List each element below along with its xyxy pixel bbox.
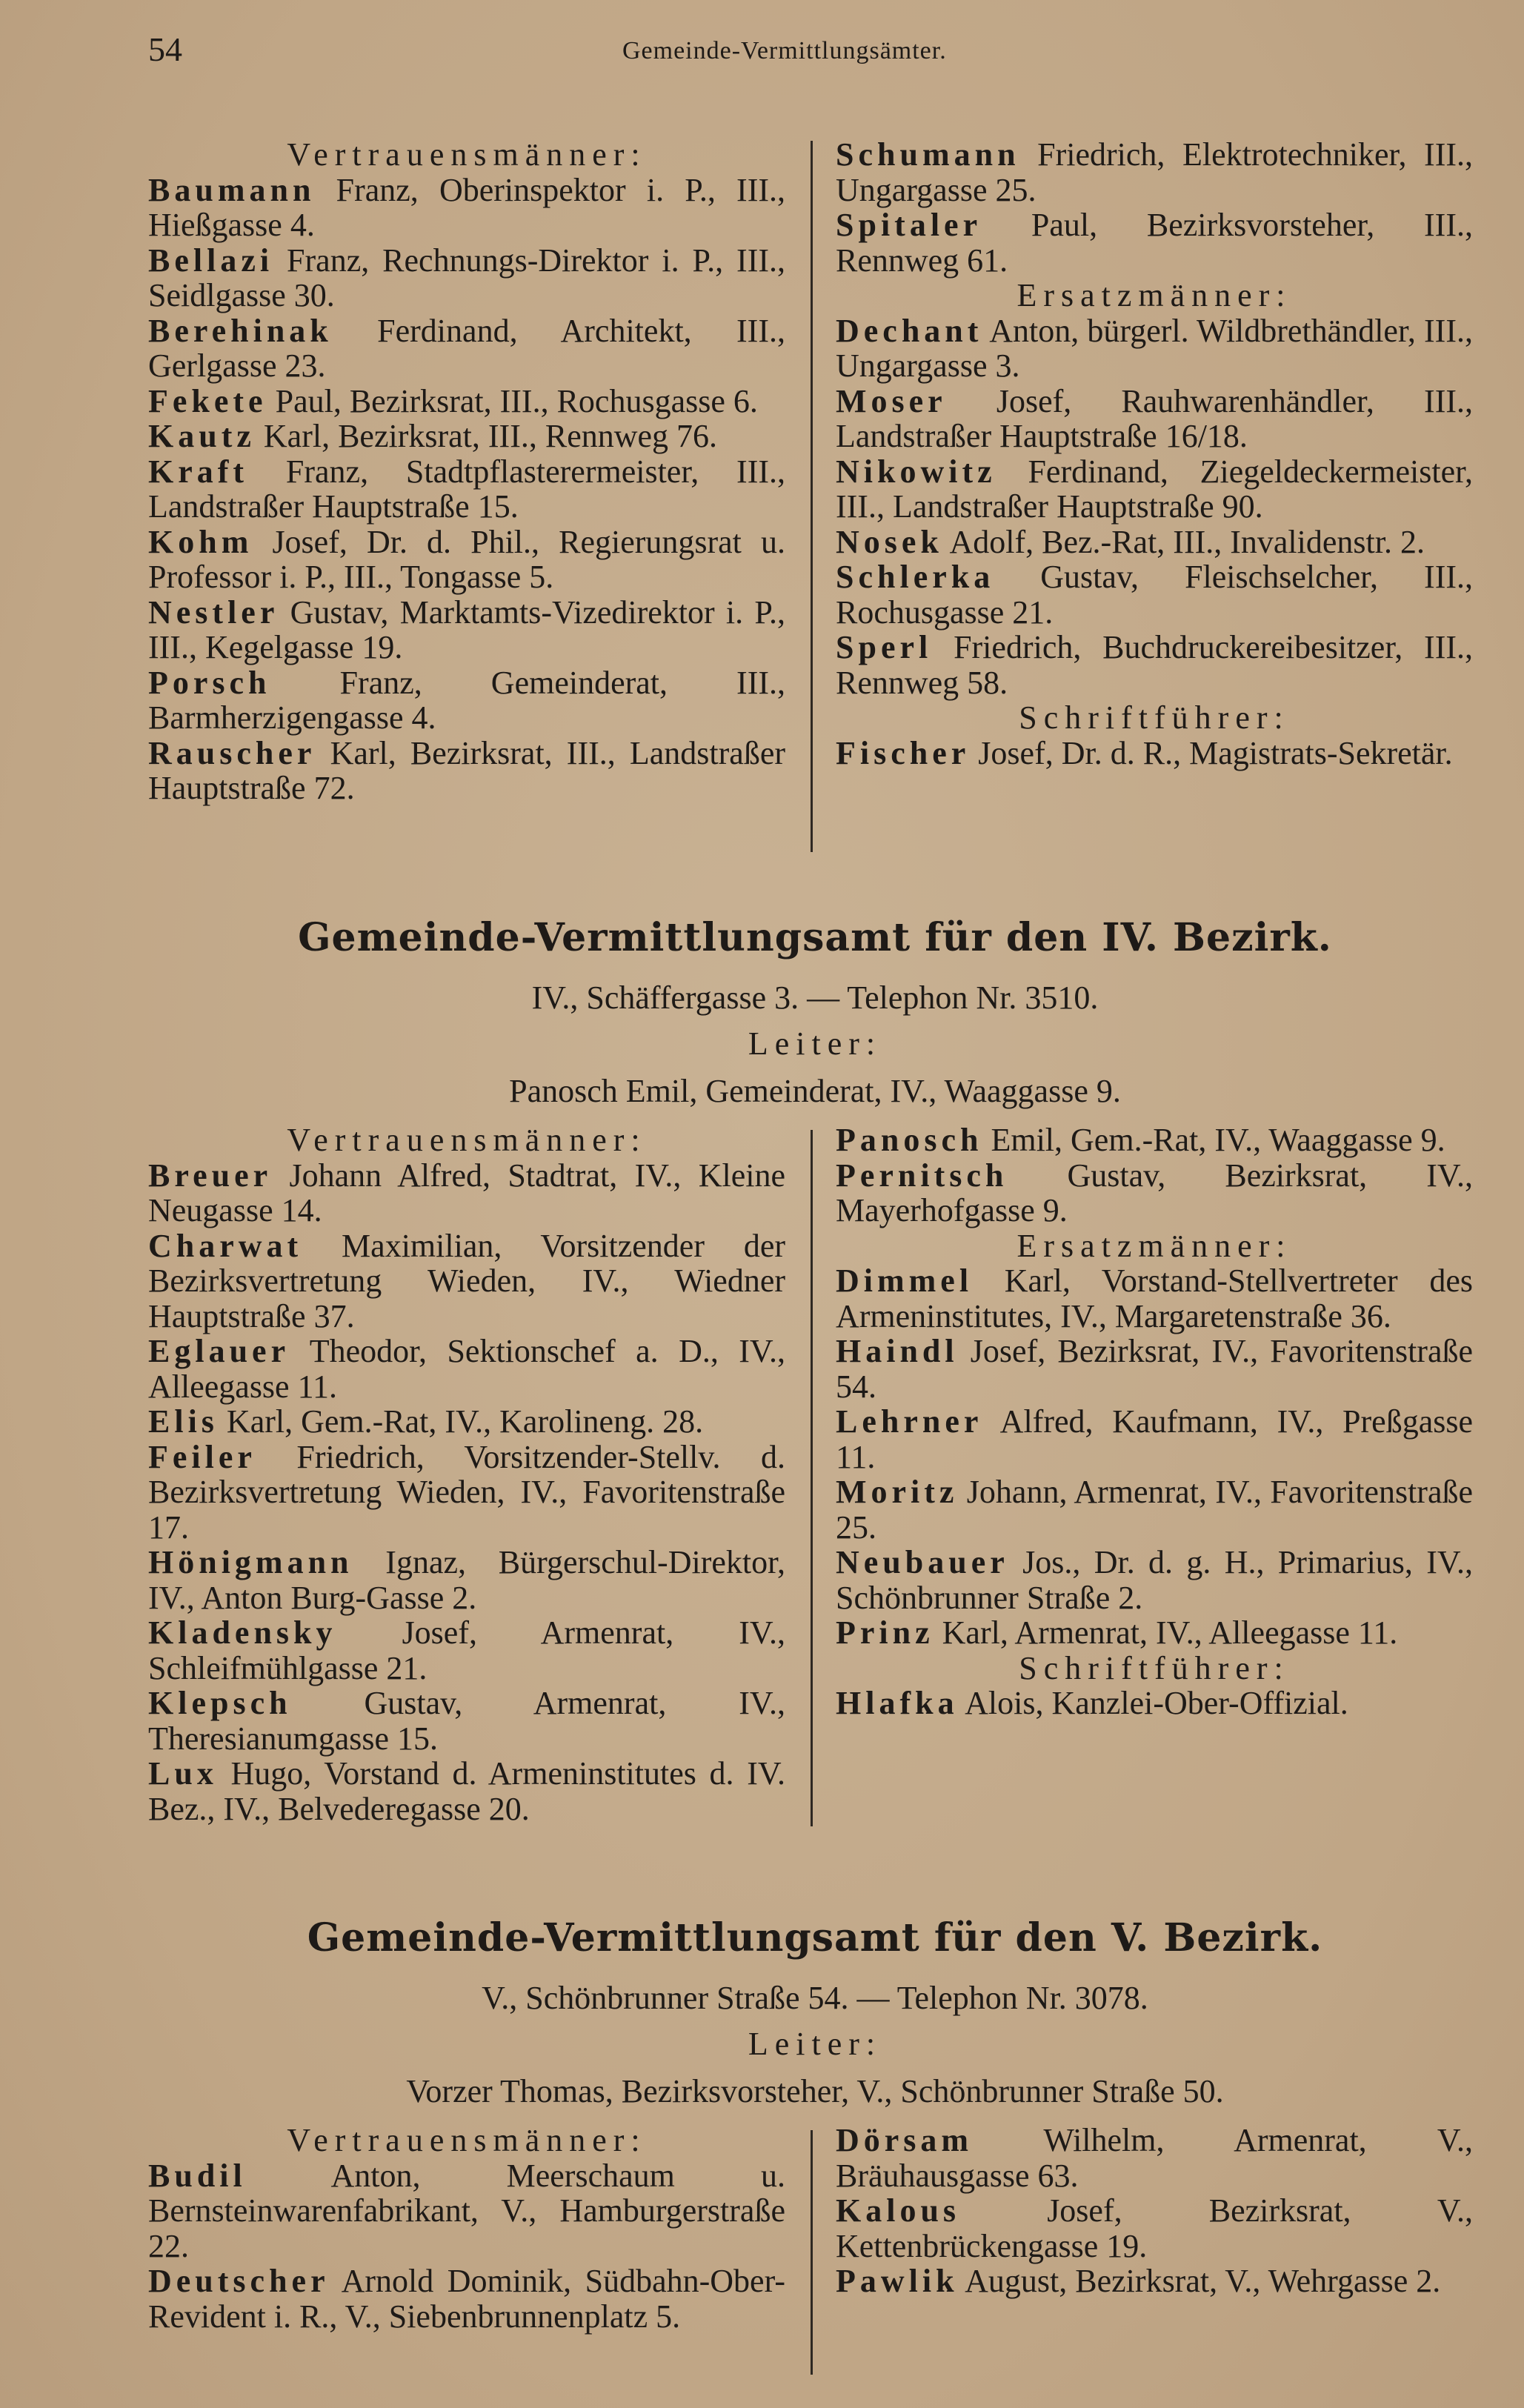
trustees-heading: Vertrauensmänner:: [287, 2122, 647, 2158]
entry-details: Anton, bürgerl. Wildbrethändler, III., Ungargasse 3.: [836, 312, 1473, 384]
entry-surname: Spitaler: [836, 207, 982, 243]
entry-details: Hugo, Vorstand d. Armeninstitutes d. IV. Bez., IV., Belvederegasse 20.: [148, 1755, 786, 1827]
entry-details: August, Bezirksrat, V., Wehrgasse 2.: [965, 2263, 1441, 2299]
directory-entry: [836, 1404, 1473, 1474]
trustees-heading: Vertrauensmänner:: [287, 1122, 647, 1158]
entry-surname: Kalous: [836, 2192, 961, 2229]
page-number: 54: [148, 30, 182, 68]
entry-surname: Bellazi: [148, 242, 274, 279]
entry-details: Karl, Vorstand-Stellvertreter des Armeninstitutes, IV., Margaretenstraße 36.: [836, 1263, 1474, 1334]
entry-surname: Dörsam: [836, 2122, 974, 2158]
entry-surname: Hlafka: [836, 1685, 959, 1721]
entry-surname: Panosch: [836, 1122, 983, 1158]
section-v-address: V., Schönbrunner Straße 54. — Telephon Nr. 3078.: [482, 1980, 1148, 2016]
directory-entry: [148, 2264, 785, 2334]
entry-details: Karl, Bezirksrat, III., Landstraßer Hauptstraße 72.: [148, 734, 785, 806]
entry-surname: Kautz: [148, 418, 256, 454]
entry-details: Gustav, Fleischselcher, III., Rochusgasse 21.: [836, 559, 1473, 631]
entry-surname: Schumann: [836, 136, 1020, 173]
directory-entry: [148, 1158, 785, 1228]
entry-surname: Neubauer: [836, 1544, 1009, 1580]
entry-details: Franz, Oberinspektor i. P., III., Hießgasse 4.: [148, 171, 786, 243]
entry-surname: Fischer: [836, 734, 971, 771]
substitutes-heading: Ersatzmänner:: [1016, 277, 1292, 313]
secretary-list: [836, 736, 1473, 771]
entry-details: Josef, Dr. d. Phil., Regierungsrat u. Professor i. P., III., Tongasse 5.: [148, 523, 785, 595]
section-iv-leader: Panosch Emil, Gemeinderat, IV., Waaggasse 9.: [509, 1073, 1121, 1109]
entry-details: Franz, Stadtpflasterermeister, III., Landstraßer Hauptstraße 15.: [148, 453, 785, 525]
entry-surname: Nikowitz: [836, 453, 996, 490]
directory-entry: [836, 1686, 1473, 1721]
section-iv-address: IV., Schäffergasse 3. — Telephon Nr. 3510.: [531, 980, 1099, 1016]
section-v: [148, 1915, 1482, 2389]
column-divider: [811, 1130, 813, 1826]
entry-details: Franz, Gemeinderat, III., Barmherzigengasse 4.: [148, 664, 786, 736]
entry-surname: Elis: [148, 1403, 219, 1440]
entry-surname: Moser: [836, 382, 947, 419]
entry-details: Josef, Bezirksrat, IV., Favoritenstraße 54.: [836, 1333, 1473, 1405]
trustees-list: [148, 1158, 785, 1827]
directory-entry: [836, 2264, 1473, 2299]
substitutes-heading: Ersatzmänner:: [1016, 1227, 1292, 1264]
entry-surname: Kladensky: [148, 1614, 337, 1651]
entry-surname: Charwat: [148, 1227, 303, 1264]
entry-details: Jos., Dr. d. g. H., Primarius, IV., Schönbrunner Straße 2.: [836, 1544, 1473, 1616]
directory-entry: [148, 313, 785, 384]
directory-entry: [148, 525, 785, 595]
entry-details: Alois, Kanzlei-Ober-Offizial.: [965, 1685, 1348, 1721]
entry-details: Karl, Gem.-Rat, IV., Karolineng. 28.: [226, 1403, 704, 1440]
section-v-leader-heading: Leiter:: [748, 2026, 882, 2062]
entry-details: Johann, Armenrat, IV., Favoritenstraße 25.: [836, 1474, 1474, 1546]
directory-entry: [836, 559, 1473, 630]
directory-entry: [148, 665, 785, 736]
secretary-heading: Schriftführer:: [1019, 699, 1290, 736]
directory-entry: [148, 1334, 785, 1404]
directory-entry: [148, 384, 785, 419]
directory-entry: [836, 1158, 1473, 1228]
entry-details: Josef, Bezirksrat, V., Kettenbrückengasse 19.: [836, 2192, 1473, 2264]
entry-surname: Berehinak: [148, 312, 333, 349]
entry-details: Josef, Armenrat, IV., Schleifmühlgasse 21.: [148, 1614, 785, 1686]
entry-details: Paul, Bezirksrat, III., Rochusgasse 6.: [275, 382, 758, 419]
trustees-list: [148, 173, 785, 806]
directory-entry: [836, 207, 1473, 278]
entry-surname: Nestler: [148, 593, 279, 631]
section-iii-left-column: [148, 137, 785, 806]
trustees-list-continued: [836, 137, 1473, 278]
entry-details: Adolf, Bez.-Rat, III., Invalidenstr. 2.: [949, 523, 1425, 560]
trustees-list-continued: [836, 2123, 1473, 2299]
entry-surname: Klepsch: [148, 1685, 292, 1721]
directory-entry: [836, 1615, 1473, 1651]
entry-surname: Baumann: [148, 171, 316, 208]
directory-entry: [148, 243, 785, 313]
entry-details: Paul, Bezirksvorsteher, III., Rennweg 61.: [836, 207, 1473, 279]
directory-entry: [148, 1228, 785, 1334]
directory-entry: [148, 1404, 785, 1440]
entry-surname: Feiler: [148, 1438, 256, 1475]
directory-entry: [148, 1686, 785, 1756]
directory-entry: [148, 454, 785, 525]
column-divider: [811, 2130, 813, 2375]
directory-entry: [148, 1440, 785, 1546]
entry-surname: Kraft: [148, 453, 249, 490]
trustees-list-continued: [836, 1122, 1473, 1228]
directory-entry: [836, 1474, 1473, 1545]
entry-surname: Kohm: [148, 523, 253, 560]
entry-details: Karl, Bezirksrat, III., Rennweg 76.: [263, 418, 718, 454]
directory-entry: [836, 736, 1473, 771]
directory-entry: [836, 630, 1473, 700]
entry-details: Wilhelm, Armenrat, V., Bräuhausgasse 63.: [836, 2122, 1473, 2194]
entry-surname: Sperl: [836, 629, 933, 665]
directory-entry: [836, 454, 1473, 525]
directory-entry: [836, 137, 1473, 207]
directory-entry: [148, 1756, 785, 1826]
entry-details: Anton, Meerschaum u. Bernsteinwarenfabrikant, V., Hamburgerstraße 22.: [148, 2157, 785, 2264]
trustees-heading: Vertrauensmänner:: [287, 136, 647, 173]
section-iv: [148, 915, 1482, 1856]
entry-details: Friedrich, Vorsitzender-Stellv. d. Bezirksvertretung Wieden, IV., Favoritenstraße 17.: [148, 1438, 785, 1546]
directory-entry: [836, 525, 1473, 560]
entry-details: Maximilian, Vorsitzender der Bezirksvertretung Wieden, IV., Wiedner Hauptstraße 37.: [148, 1227, 785, 1334]
entry-details: Gustav, Bezirksrat, IV., Mayerhofgasse 9.: [836, 1157, 1473, 1228]
entry-details: Emil, Gem.-Rat, IV., Waaggasse 9.: [991, 1122, 1445, 1158]
directory-entry: [836, 1122, 1473, 1158]
directory-entry: [836, 384, 1473, 454]
entry-surname: Rauscher: [148, 734, 316, 771]
secretary-list: [836, 1686, 1473, 1721]
directory-entry: [836, 2123, 1473, 2193]
entry-surname: Lux: [148, 1755, 218, 1792]
entry-surname: Prinz: [836, 1614, 934, 1651]
entry-surname: Moritz: [836, 1474, 959, 1510]
entry-details: Theodor, Sektionschef a. D., IV., Alleegasse 11.: [148, 1333, 785, 1405]
entry-surname: Eglauer: [148, 1333, 290, 1369]
entry-surname: Lehrner: [836, 1403, 983, 1440]
entry-details: Ferdinand, Ziegeldeckermeister, III., Landstraßer Hauptstraße 90.: [836, 453, 1473, 525]
entry-surname: Deutscher: [148, 2263, 330, 2299]
entry-details: Friedrich, Buchdruckereibesitzer, III., Rennweg 58.: [836, 629, 1473, 701]
entry-details: Friedrich, Elektrotechniker, III., Ungargasse 25.: [836, 136, 1473, 208]
entry-surname: Fekete: [148, 382, 267, 419]
entry-details: Ignaz, Bürgerschul-Direktor, IV., Anton Burg-Gasse 2.: [148, 1544, 785, 1616]
entry-details: Arnold Dominik, Südbahn-Ober-Revident i. R., V., Siebenbrunnenplatz 5.: [148, 2263, 785, 2335]
section-iv-left-column: [148, 1122, 785, 1826]
section-v-right-column: [836, 2123, 1473, 2299]
substitutes-list: [836, 1263, 1473, 1651]
entry-details: Johann Alfred, Stadtrat, IV., Kleine Neugasse 14.: [148, 1157, 786, 1228]
entry-surname: Dechant: [836, 312, 983, 349]
section-iii-right-column: [836, 137, 1473, 771]
section-iii: [148, 137, 1482, 871]
entry-surname: Pawlik: [836, 2263, 959, 2299]
entry-surname: Schlerka: [836, 559, 995, 595]
column-divider: [811, 141, 813, 852]
directory-entry: [148, 1545, 785, 1615]
directory-entry: [148, 736, 785, 806]
section-iv-leader-heading: Leiter:: [748, 1025, 882, 1062]
section-v-title: Gemeinde-Vermittlungsamt für den V. Bezirk.: [307, 1915, 1323, 1960]
section-v-leader: Vorzer Thomas, Bezirksvorsteher, V., Schönbrunner Straße 50.: [406, 2073, 1224, 2109]
section-v-left-column: [148, 2123, 785, 2334]
directory-entry: [836, 2193, 1473, 2264]
entry-details: Ferdinand, Architekt, III., Gerlgasse 23.: [148, 312, 785, 384]
directory-entry: [148, 2158, 785, 2264]
entry-surname: Haindl: [836, 1333, 959, 1369]
directory-entry: [148, 419, 785, 454]
running-title: Gemeinde-Vermittlungsämter.: [622, 37, 947, 64]
section-iv-right-column: [836, 1122, 1473, 1721]
entry-details: Josef, Dr. d. R., Magistrats-Sekretär.: [978, 734, 1453, 771]
entry-surname: Pernitsch: [836, 1157, 1008, 1194]
secretary-heading: Schriftführer:: [1019, 1649, 1290, 1686]
entry-surname: Budil: [148, 2157, 247, 2194]
directory-entry: [836, 1263, 1473, 1334]
directory-entry: [836, 1545, 1473, 1615]
entry-details: Karl, Armenrat, IV., Alleegasse 11.: [942, 1614, 1398, 1651]
entry-details: Franz, Rechnungs-Direktor i. P., III., Seidlgasse 30.: [148, 242, 786, 313]
entry-details: Josef, Rauhwarenhändler, III., Landstraßer Hauptstraße 16/18.: [836, 382, 1474, 454]
entry-surname: Hönigmann: [148, 1544, 353, 1580]
entry-details: Alfred, Kaufmann, IV., Preßgasse 11.: [836, 1403, 1473, 1475]
running-head: [148, 30, 1524, 74]
entry-surname: Porsch: [148, 664, 271, 701]
directory-entry: [148, 1615, 785, 1686]
entry-surname: Dimmel: [836, 1263, 974, 1299]
entry-details: Gustav, Armenrat, IV., Theresianumgasse 15.: [148, 1685, 785, 1757]
directory-entry: [148, 595, 785, 665]
directory-entry: [148, 173, 785, 243]
trustees-list: [148, 2158, 785, 2335]
entry-surname: Nosek: [836, 523, 943, 560]
directory-entry: [836, 1334, 1473, 1404]
entry-surname: Breuer: [148, 1157, 273, 1194]
section-iv-title: Gemeinde-Vermittlungsamt für den IV. Bezirk.: [298, 915, 1332, 960]
substitutes-list: [836, 313, 1473, 701]
directory-entry: [836, 313, 1473, 384]
entry-details: Gustav, Marktamts-Vizedirektor i. P., III., Kegelgasse 19.: [148, 593, 785, 665]
